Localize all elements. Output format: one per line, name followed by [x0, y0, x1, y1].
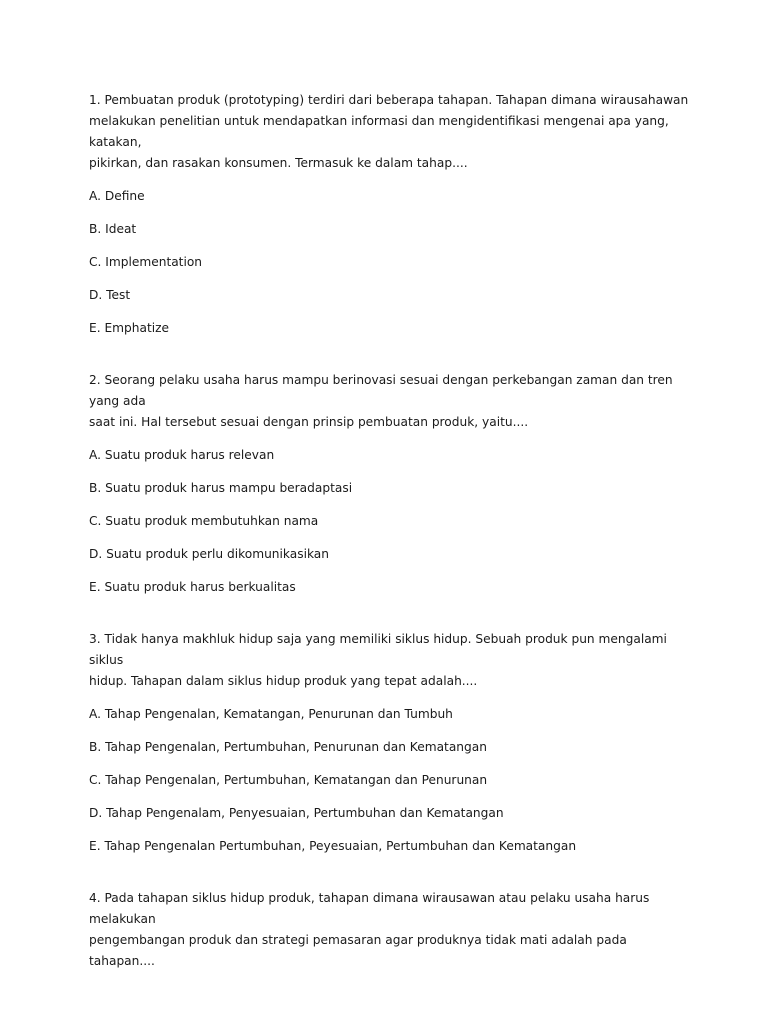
question-2 — [89, 370, 689, 598]
option-a: A. Define — [89, 189, 145, 203]
question-2-options — [89, 445, 689, 598]
option-e: E. Suatu produk harus berkualitas — [89, 580, 296, 594]
option-b: B. Tahap Pengenalan, Pertumbuhan, Penurunan dan Kematangan — [89, 740, 487, 754]
option-a: A. Suatu produk harus relevan — [89, 448, 275, 462]
option-e: E. Tahap Pengenalan Pertumbuhan, Peyesuaian, Pertumbuhan dan Kematangan — [89, 839, 577, 853]
option-d: D. Suatu produk perlu dikomunikasikan — [89, 547, 329, 561]
question-3 — [89, 629, 689, 857]
option-d: D. Test — [89, 288, 131, 302]
document-page — [89, 90, 689, 972]
option-e: E. Emphatize — [89, 321, 170, 335]
option-c: C. Implementation — [89, 255, 203, 269]
option-b: B. Ideat — [89, 222, 137, 236]
question-3-stem: 3. Tidak hanya makhluk hidup saja yang memiliki siklus hidup. Sebuah produk pun mengalami siklus hidup. Tahapan dalam siklus hidup produk yang tepat adalah.... — [89, 632, 667, 688]
option-c: C. Suatu produk membutuhkan nama — [89, 514, 319, 528]
question-3-options — [89, 704, 689, 857]
question-4-stem: 4. Pada tahapan siklus hidup produk, tahapan dimana wirausawan atau pelaku usaha harus melakukan pengembangan produk dan strategi pemasaran agar produknya tidak mati adalah pada tahapan.... — [89, 891, 650, 968]
question-1-options — [89, 186, 689, 339]
option-c: C. Tahap Pengenalan, Pertumbuhan, Kematangan dan Penurunan — [89, 773, 488, 787]
question-2-stem: 2. Seorang pelaku usaha harus mampu berinovasi sesuai dengan perkebangan zaman dan tren yang ada saat ini. Hal tersebut sesuai dengan prinsip pembuatan produk, yaitu.... — [89, 373, 673, 429]
option-b: B. Suatu produk harus mampu beradaptasi — [89, 481, 353, 495]
question-4 — [89, 888, 689, 972]
option-d: D. Tahap Pengenalam, Penyesuaian, Pertumbuhan dan Kematangan — [89, 806, 504, 820]
question-1 — [89, 90, 689, 339]
option-a: A. Tahap Pengenalan, Kematangan, Penurunan dan Tumbuh — [89, 707, 453, 721]
question-1-stem: 1. Pembuatan produk (prototyping) terdiri dari beberapa tahapan. Tahapan dimana wirausahawan melakukan penelitian untuk mendapatkan informasi dan mengidentifikasi mengenai apa yang, katakan, pikirkan, dan rasakan konsumen. Termasuk ke dalam tahap.... — [89, 93, 689, 170]
